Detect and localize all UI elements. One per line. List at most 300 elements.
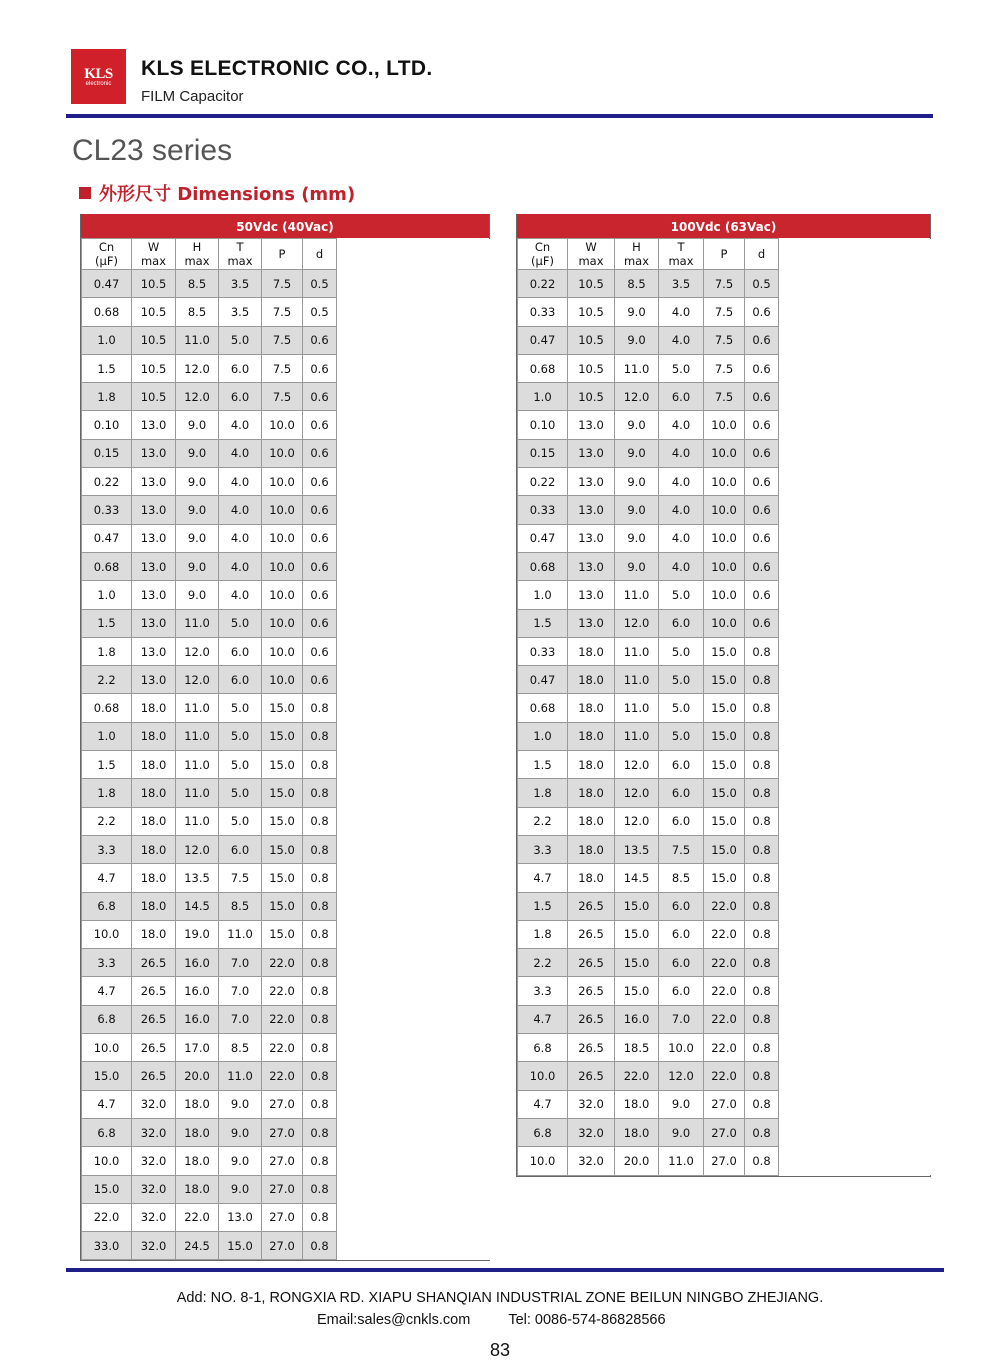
table-cell: 6.0 [219, 666, 262, 694]
table-cell: 1.5 [82, 751, 132, 779]
table-cell: 11.0 [615, 637, 659, 665]
table-cell: 9.0 [219, 1090, 262, 1118]
table-cell: 12.0 [615, 779, 659, 807]
table-cell: 8.5 [219, 1034, 262, 1062]
table-row [518, 581, 931, 609]
column-header-label: T [236, 240, 244, 254]
table-cell: 0.68 [518, 694, 568, 722]
table-row [518, 977, 931, 1005]
table-cell: 0.6 [745, 496, 779, 524]
table-cell: 13.0 [132, 637, 176, 665]
table-cell: 0.6 [745, 411, 779, 439]
table-cell: 18.0 [568, 807, 615, 835]
table-cell: 27.0 [704, 1090, 745, 1118]
table-cell: 4.0 [659, 439, 704, 467]
table-cell: 22.0 [262, 949, 303, 977]
table-cell: 32.0 [568, 1090, 615, 1118]
table-cell: 2.2 [518, 807, 568, 835]
table-row [82, 666, 490, 694]
blank-cell [337, 581, 490, 609]
table-cell: 13.5 [615, 835, 659, 863]
table-cell: 0.6 [303, 609, 337, 637]
table-cell: 4.0 [659, 411, 704, 439]
table-row [82, 835, 490, 863]
table-cell: 10.5 [568, 354, 615, 382]
table-cell: 0.8 [303, 1203, 337, 1231]
column-header-label: W [585, 240, 597, 254]
table-cell: 13.0 [132, 552, 176, 580]
blank-cell [779, 609, 931, 637]
table-cell: 0.8 [303, 722, 337, 750]
table-row [82, 864, 490, 892]
table-cell: 10.5 [132, 354, 176, 382]
table-cell: 22.0 [262, 1005, 303, 1033]
column-header [132, 239, 176, 270]
table-cell: 12.0 [176, 835, 219, 863]
table-cell: 10.0 [262, 411, 303, 439]
column-header-label: T [677, 240, 685, 254]
table-cell: 1.5 [82, 354, 132, 382]
page-number: 83 [489, 1340, 511, 1360]
table-cell: 10.0 [659, 1034, 704, 1062]
blank-cell [779, 1090, 931, 1118]
company-logo [71, 49, 126, 104]
table-cell: 13.0 [568, 609, 615, 637]
blank-cell [779, 637, 931, 665]
table-cell: 4.0 [659, 298, 704, 326]
table-cell: 26.5 [568, 920, 615, 948]
table-cell: 0.10 [518, 411, 568, 439]
table-row [518, 920, 931, 948]
table-cell: 0.47 [518, 524, 568, 552]
table-cell: 32.0 [132, 1118, 176, 1146]
table-cell: 13.0 [132, 666, 176, 694]
table-cell: 12.0 [659, 1062, 704, 1090]
table-cell: 0.6 [745, 524, 779, 552]
table-row [518, 751, 931, 779]
blank-cell [779, 1147, 931, 1175]
table-row [518, 496, 931, 524]
table-cell: 27.0 [262, 1232, 303, 1260]
table-cell: 7.5 [704, 270, 745, 298]
table-row [518, 666, 931, 694]
table-cell: 10.0 [262, 524, 303, 552]
table-cell: 15.0 [704, 666, 745, 694]
table-row [82, 552, 490, 580]
blank-cell [779, 1062, 931, 1090]
table-cell: 9.0 [615, 326, 659, 354]
table-cell: 0.6 [303, 637, 337, 665]
table-cell: 16.0 [176, 1005, 219, 1033]
table-row [82, 354, 490, 382]
table-row [518, 949, 931, 977]
table-cell: 12.0 [176, 637, 219, 665]
table-cell: 10.5 [568, 326, 615, 354]
table-cell: 7.0 [659, 1005, 704, 1033]
table-row [82, 609, 490, 637]
table-cell: 0.8 [745, 807, 779, 835]
table-cell: 10.0 [704, 609, 745, 637]
table-cell: 6.0 [219, 835, 262, 863]
table-cell: 11.0 [176, 694, 219, 722]
table-cell: 0.8 [303, 949, 337, 977]
column-header-row [518, 239, 931, 270]
table-cell: 2.2 [518, 949, 568, 977]
blank-cell [779, 751, 931, 779]
table-row [82, 1062, 490, 1090]
product-category: FILM Capacitor [141, 88, 244, 105]
table-cell: 1.8 [82, 779, 132, 807]
table-cell: 33.0 [82, 1232, 132, 1260]
table-cell: 0.6 [303, 354, 337, 382]
table-cell: 10.0 [704, 468, 745, 496]
table-cell: 5.0 [659, 637, 704, 665]
table-cell: 15.0 [704, 835, 745, 863]
table-row [518, 552, 931, 580]
blank-cell [337, 552, 490, 580]
table-cell: 20.0 [615, 1147, 659, 1175]
column-header-sublabel: max [578, 254, 604, 268]
table-cell: 4.0 [659, 524, 704, 552]
table-cell: 1.0 [82, 581, 132, 609]
phone-text: Tel: 0086-574-86828566 [508, 1312, 666, 1328]
table-cell: 4.7 [82, 977, 132, 1005]
table-title: 50Vdc (40Vac) [81, 214, 489, 238]
table-cell: 16.0 [176, 977, 219, 1005]
table-cell: 2.2 [82, 807, 132, 835]
table-row [82, 1203, 490, 1231]
table-cell: 26.5 [132, 977, 176, 1005]
table-cell: 18.0 [568, 835, 615, 863]
table-cell: 0.5 [303, 298, 337, 326]
table-cell: 10.0 [704, 524, 745, 552]
table-row [82, 411, 490, 439]
table-cell: 9.0 [659, 1090, 704, 1118]
table-cell: 3.3 [518, 977, 568, 1005]
table-cell: 15.0 [262, 835, 303, 863]
blank-cell [337, 949, 490, 977]
table-cell: 32.0 [132, 1175, 176, 1203]
table-cell: 11.0 [615, 666, 659, 694]
table-cell: 8.5 [176, 298, 219, 326]
table-row [82, 807, 490, 835]
table-cell: 6.8 [82, 892, 132, 920]
table-cell: 0.8 [303, 892, 337, 920]
table-cell: 14.5 [615, 864, 659, 892]
table-cell: 9.0 [615, 524, 659, 552]
table-cell: 18.0 [615, 1090, 659, 1118]
blank-cell [337, 1175, 490, 1203]
column-header-label: W [147, 240, 160, 254]
table-cell: 1.0 [518, 581, 568, 609]
table-cell: 0.8 [745, 1034, 779, 1062]
table-cell: 10.5 [132, 383, 176, 411]
table-row [82, 468, 490, 496]
column-header [303, 239, 337, 270]
table-cell: 0.8 [745, 1005, 779, 1033]
table-title: 100Vdc (63Vac) [517, 214, 930, 238]
blank-cell [779, 439, 931, 467]
table-cell: 0.15 [518, 439, 568, 467]
table-cell: 15.0 [615, 949, 659, 977]
blank-cell [779, 326, 931, 354]
blank-cell [337, 1034, 490, 1062]
column-header [659, 239, 704, 270]
table-cell: 18.0 [568, 779, 615, 807]
table-cell: 15.0 [262, 920, 303, 948]
table-row [518, 1034, 931, 1062]
column-header [745, 239, 779, 270]
table-cell: 15.0 [262, 807, 303, 835]
table-cell: 0.8 [303, 977, 337, 1005]
table-cell: 18.0 [132, 779, 176, 807]
column-header-label: d [315, 247, 324, 261]
footer-divider [66, 1268, 944, 1272]
column-header [82, 239, 132, 270]
table-cell: 27.0 [262, 1090, 303, 1118]
table-cell: 6.0 [659, 920, 704, 948]
table-cell: 9.0 [176, 581, 219, 609]
table-cell: 18.0 [132, 694, 176, 722]
table-cell: 4.0 [659, 468, 704, 496]
column-header-label: P [278, 247, 286, 261]
blank-cell [337, 920, 490, 948]
table-cell: 27.0 [262, 1203, 303, 1231]
table-cell: 15.0 [262, 694, 303, 722]
blank-cell [779, 552, 931, 580]
table-cell: 18.0 [568, 722, 615, 750]
table-row [518, 411, 931, 439]
table-cell: 12.0 [176, 354, 219, 382]
table-cell: 8.5 [219, 892, 262, 920]
table-row [82, 1005, 490, 1033]
table-cell: 15.0 [615, 892, 659, 920]
table-cell: 27.0 [262, 1118, 303, 1146]
table-cell: 13.5 [176, 864, 219, 892]
table-row [82, 326, 490, 354]
table-row [518, 326, 931, 354]
blank-cell [337, 1147, 490, 1175]
table-cell: 32.0 [132, 1147, 176, 1175]
table-cell: 0.6 [303, 496, 337, 524]
table-cell: 4.0 [219, 581, 262, 609]
table-cell: 0.22 [518, 468, 568, 496]
table-cell: 10.0 [704, 496, 745, 524]
table-cell: 18.0 [132, 751, 176, 779]
table-row [82, 524, 490, 552]
table-cell: 7.5 [704, 326, 745, 354]
blank-cell [337, 1232, 490, 1260]
table-cell: 18.0 [132, 920, 176, 948]
blank-cell [337, 864, 490, 892]
table-cell: 4.7 [82, 864, 132, 892]
table-cell: 32.0 [568, 1147, 615, 1175]
table-cell: 0.8 [303, 1034, 337, 1062]
column-header-label: d [757, 247, 766, 261]
table-cell: 5.0 [659, 354, 704, 382]
blank-cell [779, 1005, 931, 1033]
table-cell: 1.0 [82, 326, 132, 354]
dimensions-table-50vdc [80, 214, 490, 1261]
company-address: Add: NO. 8-1, RONGXIA RD. XIAPU SHANQIAN INDUSTRIAL ZONE BEILUN NINGBO ZHEJIANG. [176, 1290, 824, 1306]
table-cell: 15.0 [262, 779, 303, 807]
table-cell: 11.0 [176, 751, 219, 779]
table-cell: 5.0 [219, 779, 262, 807]
table-cell: 9.0 [615, 298, 659, 326]
table-cell: 12.0 [176, 666, 219, 694]
table-cell: 9.0 [659, 1118, 704, 1146]
table-cell: 0.6 [303, 439, 337, 467]
column-header [704, 239, 745, 270]
blank-cell [779, 496, 931, 524]
table-row [82, 1147, 490, 1175]
table-cell: 0.47 [82, 270, 132, 298]
blank-cell [779, 298, 931, 326]
blank-cell [337, 807, 490, 835]
table-cell: 0.10 [82, 411, 132, 439]
column-header-sublabel: max [184, 254, 210, 268]
blank-cell [779, 722, 931, 750]
table-cell: 18.0 [132, 864, 176, 892]
table-cell: 10.0 [82, 920, 132, 948]
table-cell: 18.0 [568, 694, 615, 722]
blank-cell [779, 892, 931, 920]
blank-cell [337, 609, 490, 637]
table-cell: 0.47 [82, 524, 132, 552]
table-cell: 17.0 [176, 1034, 219, 1062]
table-row [518, 609, 931, 637]
blank-cell [779, 468, 931, 496]
blank-cell [779, 270, 931, 298]
table-cell: 11.0 [219, 1062, 262, 1090]
table-cell: 7.5 [262, 326, 303, 354]
table-cell: 11.0 [659, 1147, 704, 1175]
table-cell: 18.0 [176, 1147, 219, 1175]
section-heading [79, 180, 355, 206]
column-header [219, 239, 262, 270]
section-title: 外形尺寸 Dimensions (mm) [99, 184, 356, 205]
table-cell: 0.8 [745, 779, 779, 807]
table-cell: 15.0 [615, 920, 659, 948]
table-cell: 9.0 [615, 552, 659, 580]
series-title: CL23 series [72, 134, 233, 167]
table-cell: 20.0 [176, 1062, 219, 1090]
column-header-sublabel: max [668, 254, 694, 268]
table-cell: 13.0 [132, 609, 176, 637]
blank-cell [779, 239, 931, 270]
table-row [518, 524, 931, 552]
table-cell: 4.7 [518, 864, 568, 892]
blank-cell [779, 835, 931, 863]
table-cell: 27.0 [262, 1147, 303, 1175]
table-cell: 9.0 [219, 1147, 262, 1175]
table-row [82, 1118, 490, 1146]
table-row [82, 977, 490, 1005]
blank-cell [779, 383, 931, 411]
table-cell: 6.0 [659, 807, 704, 835]
table-cell: 18.5 [615, 1034, 659, 1062]
table-cell: 0.6 [745, 354, 779, 382]
table-cell: 10.5 [568, 383, 615, 411]
table-cell: 13.0 [568, 496, 615, 524]
table-row [82, 920, 490, 948]
table-cell: 15.0 [262, 864, 303, 892]
table-cell: 7.0 [219, 949, 262, 977]
table-cell: 0.6 [745, 468, 779, 496]
table-cell: 3.3 [82, 949, 132, 977]
column-header-label: Cn [98, 240, 115, 254]
table-cell: 7.5 [659, 835, 704, 863]
blank-cell [337, 1005, 490, 1033]
table-cell: 18.0 [132, 892, 176, 920]
table-cell: 4.0 [219, 468, 262, 496]
table-cell: 12.0 [176, 383, 219, 411]
table-row [82, 1090, 490, 1118]
blank-cell [779, 581, 931, 609]
table-cell: 5.0 [219, 722, 262, 750]
column-header-sublabel: (μF) [95, 254, 118, 268]
table-cell: 0.8 [745, 1118, 779, 1146]
table-cell: 0.47 [518, 326, 568, 354]
table-cell: 1.0 [518, 383, 568, 411]
table-cell: 1.5 [82, 609, 132, 637]
table-cell: 0.8 [303, 807, 337, 835]
blank-cell [779, 949, 931, 977]
table-cell: 1.5 [518, 751, 568, 779]
table-cell: 0.22 [82, 468, 132, 496]
table-cell: 9.0 [176, 496, 219, 524]
table-cell: 26.5 [132, 949, 176, 977]
table-row [518, 779, 931, 807]
table-cell: 0.8 [303, 1118, 337, 1146]
table-cell: 4.0 [659, 552, 704, 580]
table-cell: 5.0 [659, 581, 704, 609]
blank-cell [337, 1203, 490, 1231]
table-cell: 13.0 [568, 581, 615, 609]
blank-cell [337, 977, 490, 1005]
table-cell: 0.68 [82, 552, 132, 580]
table-cell: 6.0 [219, 354, 262, 382]
table-cell: 15.0 [82, 1175, 132, 1203]
column-header-sublabel: max [140, 254, 167, 268]
table-cell: 22.0 [704, 920, 745, 948]
blank-cell [779, 666, 931, 694]
table-cell: 15.0 [615, 977, 659, 1005]
table-cell: 18.0 [176, 1118, 219, 1146]
table-cell: 4.0 [659, 496, 704, 524]
table-cell: 1.8 [82, 383, 132, 411]
table-cell: 0.6 [745, 609, 779, 637]
table-row [518, 892, 931, 920]
table-cell: 4.7 [518, 1005, 568, 1033]
column-header-label: P [720, 247, 728, 261]
table-cell: 0.8 [745, 666, 779, 694]
column-header [262, 239, 303, 270]
table-cell: 0.47 [518, 666, 568, 694]
table-cell: 13.0 [568, 552, 615, 580]
table-cell: 15.0 [704, 751, 745, 779]
table-cell: 7.0 [219, 1005, 262, 1033]
table-cell: 0.33 [82, 496, 132, 524]
table-cell: 7.5 [219, 864, 262, 892]
table-cell: 5.0 [219, 807, 262, 835]
square-bullet-icon [79, 187, 91, 199]
table-cell: 1.0 [518, 722, 568, 750]
table-row [518, 354, 931, 382]
table-cell: 16.0 [176, 949, 219, 977]
table-cell: 15.0 [704, 637, 745, 665]
table-cell: 18.0 [132, 722, 176, 750]
